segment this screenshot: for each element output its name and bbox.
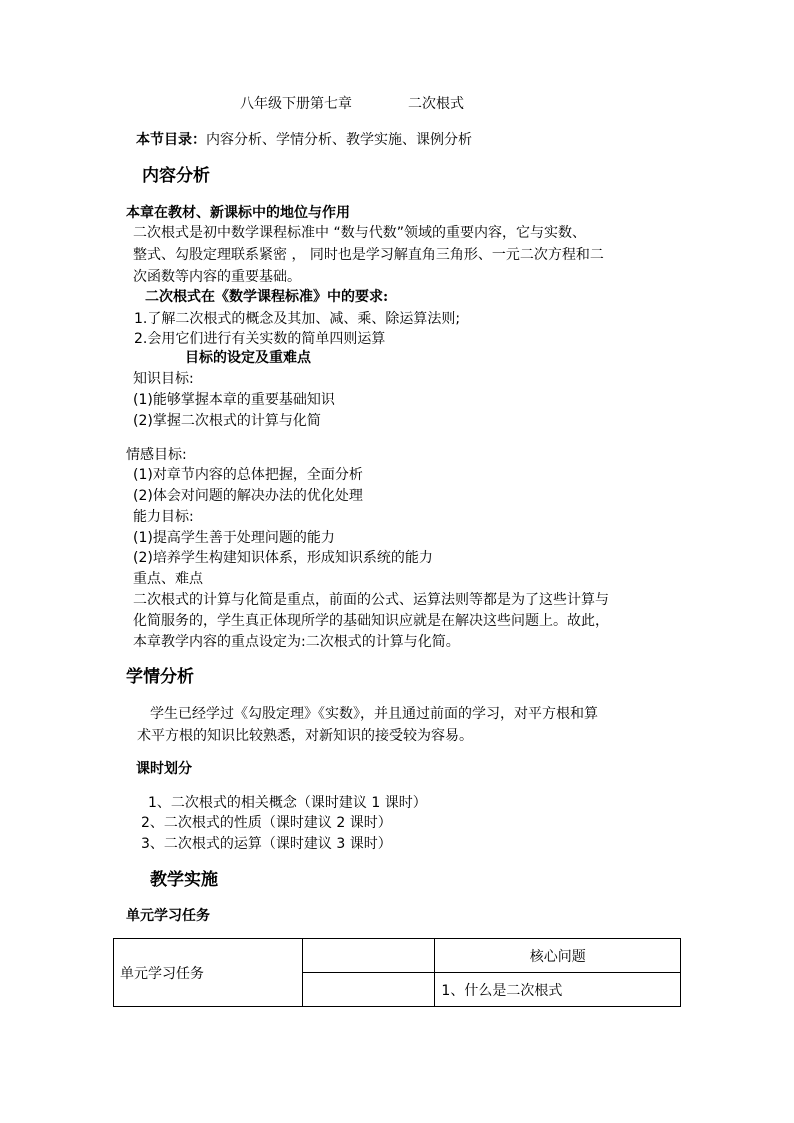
key-line: 二次根式的计算与化简是重点，前面的公式、运算法则等都是为了这些计算与 (133, 592, 609, 608)
ability-label: 能力目标: (133, 509, 194, 525)
position-heading: 本章在教材、新课标中的地位与作用 (126, 205, 350, 221)
page-title: 二次根式 (408, 96, 464, 112)
toc (136, 130, 472, 150)
position-line: 次函数等内容的重要基础。 (133, 269, 301, 285)
unit-task-heading: 单元学习任务 (126, 908, 210, 924)
standard-item: 2.会用它们进行有关实数的简单四则运算 (134, 331, 386, 347)
unit-task-table (113, 938, 681, 1007)
key-label: 重点、难点 (133, 571, 203, 587)
core-header-cell: 核心问题 (435, 939, 681, 973)
emotion-item: (2)体会对问题的解决办法的优化处理 (133, 488, 363, 504)
teaching-heading: 教学实施 (150, 870, 218, 890)
toc-label: 本节目录： (136, 132, 206, 148)
schedule-item: 2、二次根式的性质（课时建议 2 课时） (141, 815, 392, 831)
student-analysis-line: 术平方根的知识比较熟悉，对新知识的接受较为容易。 (137, 728, 473, 744)
schedule-item: 1、二次根式的相关概念（课时建议 1 课时） (148, 795, 427, 811)
emotion-label: 情感目标: (126, 447, 187, 463)
empty-cell (302, 939, 435, 973)
standard-item: 1.了解二次根式的概念及其加、减、乘、除运算法则; (134, 311, 461, 327)
goals-heading: 目标的设定及重难点 (185, 350, 311, 366)
emotion-item: (1)对章节内容的总体把握，全面分析 (133, 467, 363, 483)
key-line: 化简服务的，学生真正体现所学的基础知识应就是在解决这些问题上。故此， (133, 613, 609, 629)
chapter-label: 八年级下册第七章 (240, 96, 352, 112)
position-line: 二次根式是初中数学课程标准中 “数与代数”领域的重要内容，它与实数、 (133, 225, 586, 241)
empty-cell (302, 973, 435, 1007)
student-analysis-heading: 学情分析 (126, 667, 194, 687)
toc-text: 内容分析、学情分析、教学实施、课例分析 (206, 132, 472, 148)
ability-item: (2)培养学生构建知识体系，形成知识系统的能力 (133, 550, 433, 566)
standard-heading: 二次根式在《数学课程标准》中的要求: (145, 289, 389, 305)
knowledge-item: (1)能够掌握本章的重要基础知识 (133, 392, 335, 408)
content-analysis-heading: 内容分析 (142, 166, 210, 186)
key-line: 本章教学内容的重点设定为:二次根式的计算与化简。 (133, 634, 460, 650)
knowledge-item: (2)掌握二次根式的计算与化简 (133, 413, 321, 429)
schedule-heading: 课时划分 (136, 761, 192, 777)
position-line: 整式、勾股定理联系紧密 ， 同时也是学习解直角三角形、一元二次方程和二 (133, 247, 604, 263)
core-item-cell: 1、什么是二次根式 (435, 973, 681, 1007)
row-label-cell: 单元学习任务 (114, 939, 303, 1007)
student-analysis-line: 学生已经学过《勾股定理》《实数》，并且通过前面的学习，对平方根和算 (150, 706, 598, 722)
table-row (114, 939, 681, 973)
ability-item: (1)提高学生善于处理问题的能力 (133, 530, 335, 546)
knowledge-label: 知识目标: (133, 371, 194, 387)
schedule-item: 3、二次根式的运算（课时建议 3 课时） (141, 836, 392, 852)
